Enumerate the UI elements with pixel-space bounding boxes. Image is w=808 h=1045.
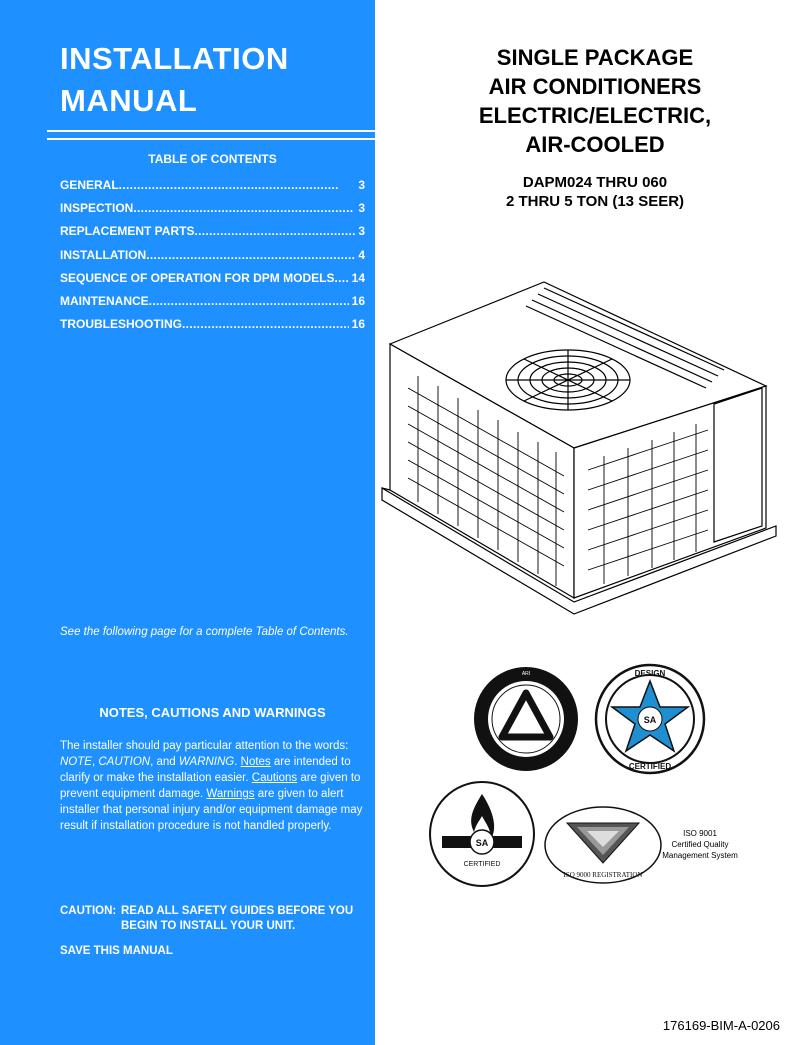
word-notes: Notes bbox=[240, 756, 271, 768]
word-warnings: Warnings bbox=[206, 788, 255, 800]
toc-item-page: 3 bbox=[358, 201, 365, 216]
svg-text:ARI: ARI bbox=[521, 671, 531, 677]
iso-line-2: Certified Quality bbox=[671, 840, 729, 849]
toc-item-troubleshooting[interactable] bbox=[60, 317, 365, 340]
product-title-line-1: SINGLE PACKAGE bbox=[496, 45, 694, 70]
toc-item-page: 3 bbox=[358, 224, 365, 239]
model-info bbox=[405, 173, 785, 211]
manual-title bbox=[60, 38, 360, 122]
save-manual-text: SAVE THIS MANUAL bbox=[60, 945, 173, 957]
toc-leader-dots bbox=[149, 294, 349, 308]
tonnage-range: 2 THRU 5 TON (13 SEER) bbox=[505, 193, 685, 210]
certified-label: CERTIFIED bbox=[628, 762, 672, 771]
iso-line-1: ISO 9001 bbox=[683, 829, 717, 838]
toc-leader-dots bbox=[146, 248, 355, 262]
caution-block bbox=[60, 904, 370, 934]
toc-item-page: 14 bbox=[351, 270, 365, 285]
product-title-line-3: ELECTRIC/ELECTRIC, bbox=[478, 103, 712, 128]
word-note: NOTE bbox=[60, 756, 92, 768]
toc-item-label: TROUBLESHOOTING bbox=[60, 317, 182, 332]
notes-text-4: are given to alert installer that personal injury and/or equipment damage may result if installation procedure is not handled properly. bbox=[60, 788, 363, 832]
toc-item-page: 16 bbox=[351, 317, 365, 332]
toc-item-maintenance[interactable] bbox=[60, 294, 365, 317]
notes-text-3: are given to prevent equipment damage. bbox=[60, 772, 361, 800]
product-title-line-2: AIR CONDITIONERS bbox=[488, 74, 702, 99]
notes-sep-2: , and bbox=[150, 756, 179, 768]
toc-item-replacement-parts[interactable] bbox=[60, 224, 365, 247]
notes-paragraph bbox=[60, 738, 370, 834]
word-warning: WARNING bbox=[178, 756, 235, 768]
svg-text:SA: SA bbox=[475, 838, 489, 848]
notes-text-2: are intended to clarify or make the installation easier. bbox=[60, 756, 351, 784]
toc-item-page: 3 bbox=[358, 178, 365, 192]
caution-text: READ ALL SAFETY GUIDES BEFORE YOU BEGIN TO INSTALL YOUR UNIT. bbox=[121, 905, 354, 932]
toc-leader-dots bbox=[182, 317, 349, 331]
notes-text-1: The installer should pay particular attention to the words: bbox=[60, 740, 349, 752]
toc-item-label: INSTALLATION bbox=[60, 247, 147, 262]
title-divider-bottom bbox=[47, 138, 375, 140]
toc-heading: TABLE OF CONTENTS bbox=[148, 152, 277, 166]
document-number: 176169-BIM-A-0206 bbox=[662, 1018, 780, 1033]
title-divider-top bbox=[47, 130, 375, 132]
left-blue-panel bbox=[0, 0, 375, 1045]
toc-leader-dots bbox=[194, 224, 355, 238]
word-cautions: Cautions bbox=[251, 772, 298, 784]
gas-flame-certified-icon bbox=[428, 780, 536, 888]
toc-list bbox=[60, 178, 365, 340]
toc-item-label: SEQUENCE OF OPERATION FOR DPM MODELS bbox=[60, 270, 335, 285]
flame-certified-label: CERTIFIED bbox=[463, 861, 501, 868]
toc-item-inspection[interactable] bbox=[60, 201, 365, 224]
product-title bbox=[405, 43, 785, 159]
toc-item-page: 4 bbox=[358, 247, 365, 262]
notes-sep-3: . bbox=[234, 756, 241, 768]
title-line-1: INSTALLATION bbox=[60, 41, 289, 76]
toc-leader-dots bbox=[334, 271, 348, 285]
toc-item-installation[interactable] bbox=[60, 248, 365, 271]
toc-item-label: GENERAL bbox=[60, 178, 119, 192]
toc-item-page: 16 bbox=[351, 293, 365, 308]
toc-item-label: REPLACEMENT PARTS bbox=[60, 224, 195, 239]
notes-sep-1: , bbox=[91, 756, 99, 768]
title-line-2: MANUAL bbox=[60, 83, 198, 118]
toc-leader-dots bbox=[133, 201, 355, 215]
toc-item-general[interactable] bbox=[60, 178, 365, 201]
toc-item-sequence-of-operation[interactable] bbox=[60, 271, 365, 294]
iso-9001-caption bbox=[660, 828, 740, 861]
toc-item-label: INSPECTION bbox=[60, 201, 134, 216]
caution-label: CAUTION: bbox=[60, 905, 117, 917]
design-label: DESIGN bbox=[634, 669, 666, 678]
svg-text:SA: SA bbox=[643, 715, 657, 725]
iso-registration-label: ISO 9000 REGISTRATION bbox=[563, 871, 643, 879]
word-caution: CAUTION bbox=[98, 756, 151, 768]
iso-line-3: Management System bbox=[662, 851, 738, 860]
iso-9000-registration-icon bbox=[543, 805, 663, 885]
toc-note: See the following page for a complete Table of Contents. bbox=[60, 626, 349, 638]
air-conditioner-unit-illustration bbox=[378, 280, 788, 620]
model-range: DAPM024 THRU 060 bbox=[522, 174, 668, 191]
ari-certification-seal-icon bbox=[472, 665, 580, 773]
toc-leader-dots bbox=[119, 178, 356, 192]
toc-item-label: MAINTENANCE bbox=[60, 293, 149, 308]
design-certified-star-icon bbox=[594, 663, 706, 775]
fan-grille bbox=[506, 350, 630, 410]
notes-heading: NOTES, CAUTIONS AND WARNINGS bbox=[99, 705, 326, 720]
product-title-line-4: AIR-COOLED bbox=[525, 132, 665, 157]
